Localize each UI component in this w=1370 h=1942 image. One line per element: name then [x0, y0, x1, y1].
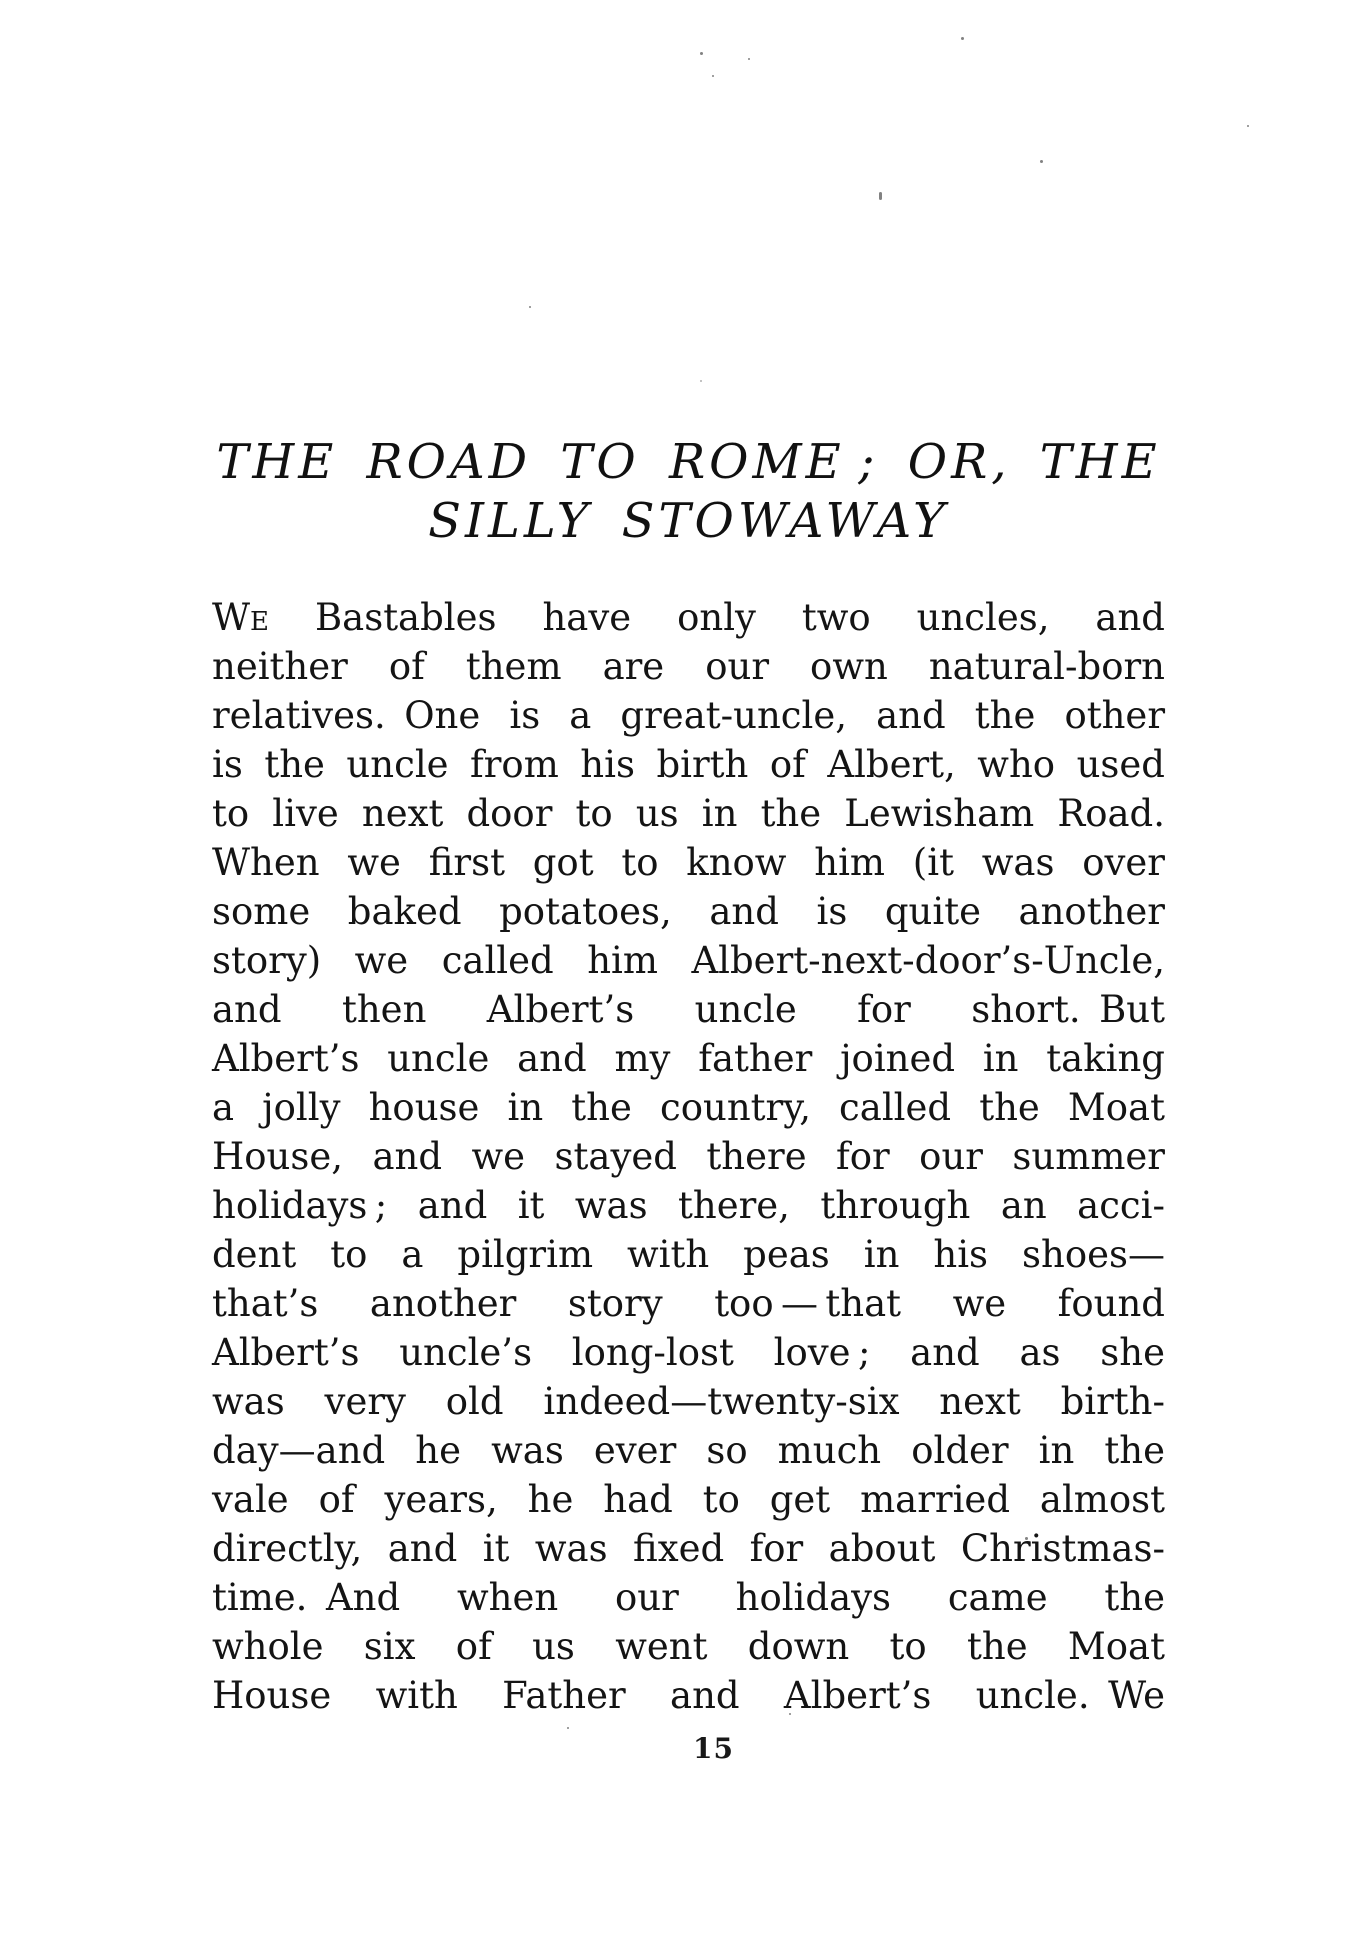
- page-number: 15: [693, 1732, 734, 1765]
- body-line: some baked potatoes, and is quite another: [212, 890, 1165, 933]
- scan-speck: [961, 37, 964, 40]
- scan-speck: [879, 192, 882, 200]
- chapter-title-line2: SILLY STOWAWAY: [428, 493, 949, 549]
- body-line: to live next door to us in the Lewisham Road.: [212, 792, 1165, 835]
- body-line: vale of years, he had to get married almost: [212, 1478, 1165, 1521]
- body-line: Albert’s uncle and my father joined in taking: [212, 1037, 1165, 1080]
- body-line: House, and we stayed there for our summer: [212, 1135, 1165, 1178]
- body-line: whole six of us went down to the Moat: [212, 1625, 1165, 1668]
- scan-speck: [1247, 125, 1249, 127]
- body-line: time. And when our holidays came the: [212, 1576, 1165, 1619]
- body-line: House with Father and Albert’s uncle. We: [212, 1674, 1165, 1717]
- body-line: dent to a pilgrim with peas in his shoes—: [212, 1233, 1165, 1276]
- chapter-title-line1: THE ROAD TO ROME ; OR, THE: [216, 434, 1161, 490]
- scan-speck: [529, 306, 531, 308]
- body-line: and then Albert’s uncle for short. But: [212, 988, 1165, 1031]
- chapter-title: [212, 433, 1165, 551]
- scan-speck: [712, 75, 714, 77]
- body-line-first: [212, 593, 1165, 642]
- scan-speck: [1040, 160, 1043, 163]
- body-line: a jolly house in the country, called the Moat: [212, 1086, 1165, 1129]
- text-column: [212, 433, 1165, 1765]
- body-line: Albert’s uncle’s long-lost love ; and as she: [212, 1331, 1165, 1374]
- opening-word-smallcaps: We: [212, 596, 270, 639]
- body-line: directly, and it was fixed for about Christmas-: [212, 1527, 1165, 1570]
- scan-speck: [700, 52, 703, 55]
- body-line: was very old indeed—twenty-six next birth-: [212, 1380, 1165, 1423]
- first-line-rest: Bastables have only two uncles, and: [269, 596, 1165, 639]
- body-line: story) we called him Albert-next-door’s-Uncle,: [212, 939, 1165, 982]
- body-line: When we first got to know him (it was over: [212, 841, 1165, 884]
- scan-speck: [748, 58, 750, 60]
- body-line: is the uncle from his birth of Albert, who used: [212, 743, 1165, 786]
- body-line: that’s another story too — that we found: [212, 1282, 1165, 1325]
- body-line: holidays ; and it was there, through an acci-: [212, 1184, 1165, 1227]
- body-paragraph: [212, 593, 1165, 1720]
- body-line: day—and he was ever so much older in the: [212, 1429, 1165, 1472]
- scan-speck: [700, 380, 702, 382]
- body-line: neither of them are our own natural-born: [212, 645, 1165, 688]
- body-line: relatives. One is a great-uncle, and the other: [212, 694, 1165, 737]
